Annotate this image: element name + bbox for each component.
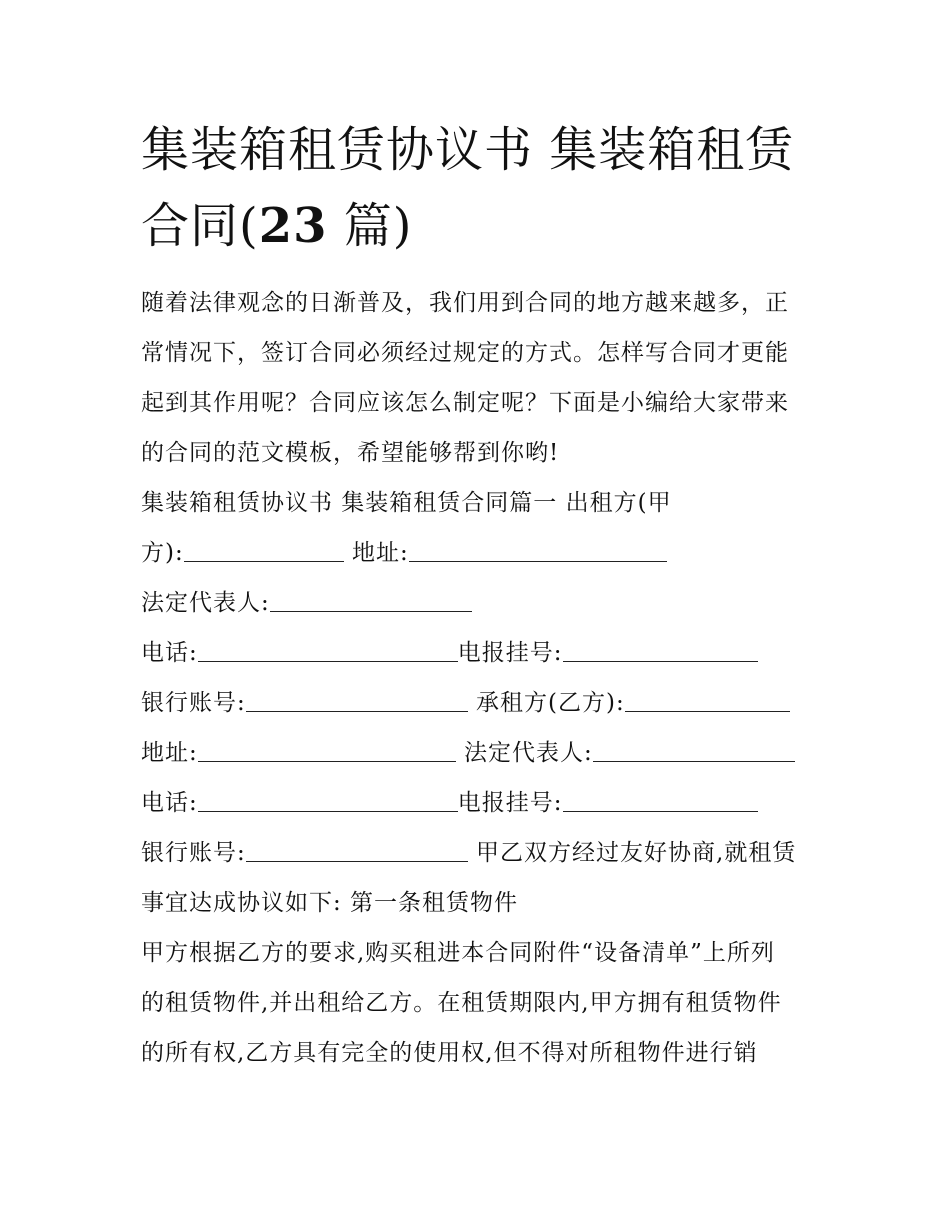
lessee-bank-label: 银行账号: (141, 840, 246, 866)
lessor-rep-row (141, 578, 821, 628)
title-line-2-suffix: 篇) (327, 198, 413, 254)
lessor-address-blank[interactable] (409, 539, 667, 562)
lessor-phone-blank[interactable] (198, 639, 458, 662)
lessee-telegraph-blank[interactable] (563, 789, 758, 812)
lessor-bank-label: 银行账号: (141, 690, 246, 716)
section-heading: 集装箱租赁协议书 集装箱租赁合同篇一 出租方(甲 (141, 490, 672, 516)
lessor-phone-row (141, 628, 821, 678)
lessor-rep-blank[interactable] (270, 589, 472, 612)
intro-line: 随着法律观念的日渐普及，我们用到合同的地方越来越多，正 (141, 290, 789, 316)
title-line-1: 集装箱租赁协议书 集装箱租赁 (141, 122, 795, 178)
lessee-address-blank[interactable] (198, 739, 456, 762)
lessor-telegraph-label: 电报挂号: (457, 640, 563, 666)
body-line: 甲方根据乙方的要求,购买租进本合同附件“设备清单”上所列 (141, 940, 775, 966)
lessor-address-label: 地址: (343, 540, 409, 566)
lessee-name-label: 承租方(乙方): (467, 690, 625, 716)
lessee-rep-blank[interactable] (593, 739, 795, 762)
lessee-bank-row (141, 828, 821, 878)
lessor-name-row (141, 528, 821, 578)
lessee-phone-label: 电话: (141, 790, 198, 816)
lessee-rep-label: 法定代表人: (455, 740, 593, 766)
intro-line: 常情况下，签订合同必须经过规定的方式。怎样写合同才更能 (141, 340, 789, 366)
title-line-2-prefix: 合同( (141, 198, 259, 254)
body-line: 的所有权,乙方具有完全的使用权,但不得对所租物件进行销 (141, 1040, 758, 1066)
lessor-bank-blank[interactable] (246, 689, 468, 712)
lessor-bank-row (141, 678, 821, 728)
intro-line: 的合同的范文模板，希望能够帮到你哟! (141, 440, 560, 466)
document-title (141, 112, 821, 264)
lessee-phone-row (141, 778, 821, 828)
lessee-address-label: 地址: (141, 740, 198, 766)
intro-paragraph (141, 278, 821, 478)
lessor-name-blank[interactable] (184, 539, 344, 562)
lessee-telegraph-label: 电报挂号: (457, 790, 563, 816)
body-line: 事宜达成协议如下: 第一条租赁物件 (141, 890, 519, 916)
contract-body (141, 878, 821, 1078)
document-content (141, 112, 821, 1078)
lessee-name-blank[interactable] (625, 689, 790, 712)
lessee-bank-blank[interactable] (246, 839, 468, 862)
title-count: 23 (258, 198, 328, 254)
lessor-phone-label: 电话: (141, 640, 198, 666)
lessor-name-label: 方): (141, 540, 184, 566)
agreement-text: 甲乙双方经过友好协商,就租赁 (467, 840, 797, 866)
lessee-phone-blank[interactable] (198, 789, 458, 812)
intro-line: 起到其作用呢？合同应该怎么制定呢？下面是小编给大家带来 (141, 390, 789, 416)
lessor-telegraph-blank[interactable] (563, 639, 758, 662)
lessee-address-row (141, 728, 821, 778)
body-line: 的租赁物件,并出租给乙方。在租赁期限内,甲方拥有租赁物件 (141, 990, 782, 1016)
lessor-rep-label: 法定代表人: (141, 590, 270, 616)
